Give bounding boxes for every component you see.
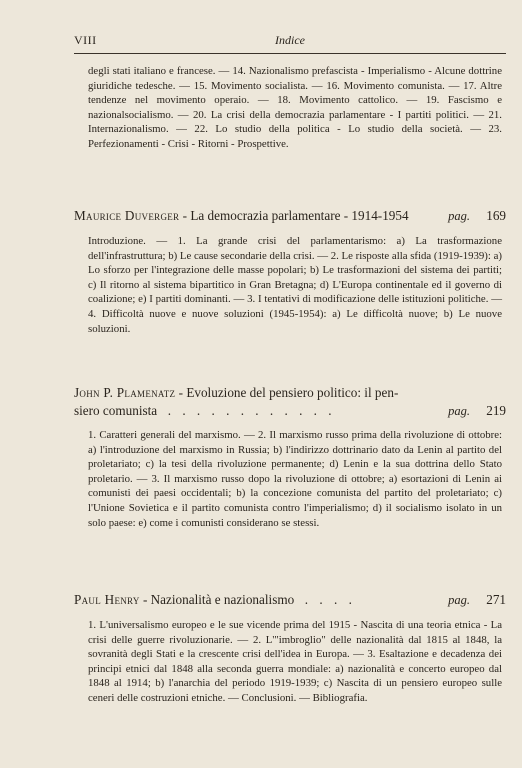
toc-entry-henry[interactable] — [74, 591, 506, 609]
entry-summary-plamenatz: 1. Caratteri generali del marxismo. — 2. Il marxismo russo prima della rivoluzione di ottobre: a) l'introduzione del marxismo in Russia; b) l'indirizzo dottrinario dato da Lenin al partito del proletariato; c) la tesi della rivoluzione permanente; d) Lenin e la sua dottrina dello Stato proletario. — 3. Il marxismo russo dopo la rivoluzione di ottobre; a) esortazioni di Lenin ai comunisti dei paesi occidentali; b) la concezione comunista del partito del proletariato; c) l'Unione Sovietica e il partito comunista contro l'imperialismo; d) il socialismo isolato in un solo paese: e) come i comunisti considerano se stessi. — [88, 429, 502, 529]
entry-author: John P. Plamenatz — [74, 385, 176, 400]
entry-author: Paul Henry — [74, 592, 140, 607]
entry-page-number: 271 — [486, 592, 506, 607]
leader-dots: . . . . — [297, 592, 356, 607]
entry-pag-label: pag. — [448, 209, 470, 223]
leader-dots: . . . . . . . . . . . . — [160, 403, 336, 418]
entry-title: - La democrazia parlamentare - 1914-1954 — [179, 208, 409, 223]
entry-summary-duverger: Introduzione. — 1. La grande crisi del parlamentarismo: a) La trasformazione dell'infrastruttura; b) Le cause secondarie della crisi. — 2. Le risposte alla sfida (1919-1939): a) Lo sforzo per l'integrazione delle masse popolari; b) Le trasformazioni del sistema dei partiti; c) Il ritorno al sistema bipartitico in Gran Bretagna; d) L'Europa continentale ed il governo di coalizione; e) I partiti dominanti. — 3. I tentativi di modificazione delle istituzioni politiche. — 4. Difficoltà nuove e nuove soluzioni (1945-1954): a) Le difficoltà nuove; b) Le nuove soluzioni. — [88, 235, 502, 335]
entry-page-number: 169 — [486, 208, 506, 223]
toc-entry-plamenatz[interactable] — [74, 384, 506, 420]
continued-summary: degli stati italiano e francese. — 14. Nazionalismo prefascista - Imperialismo - Alcune dottrine giuridiche tedesche. — 15. Movimento socialista. — 16. Movimento comunista. — 17. Altre tendenze nel movimento operaio. — 18. Movimento cattolico. — 19. Fascismo e nazionalsocialismo. — 20. La crisi della democrazia parlamentare - I partiti politici. — 21. Internazionalismo. — 22. Lo studio della politica - Lo studio della società. — 23. Perfezionamenti - Crisi - Ritorni - Prospettive. — [88, 65, 502, 150]
entry-page-number: 219 — [486, 403, 506, 418]
running-header — [74, 33, 506, 54]
running-title: Indice — [275, 33, 305, 47]
entry-title-line2: siero comunista — [74, 403, 158, 418]
entry-pag-label: pag. — [448, 404, 470, 418]
page-number: VIII — [74, 33, 97, 47]
entry-pag-label: pag. — [448, 593, 470, 607]
entry-author: Maurice Duverger — [74, 208, 180, 223]
entry-summary-henry: 1. L'universalismo europeo e le sue vicende prima del 1915 - Nascita di una teoria etnica - La crisi delle guerre rivoluzionarie. — 2. L'"imbroglio" delle nazionalità dal 1815 al 1848, la sovranità degli Stati e la crescente crisi dell'idea in Europa. — 3. Esaltazione e decadenza dei principi etnici dal 1848 alla seconda guerra mondiale: a) nazionalità e concerto europeo dal 1848 al 1914; b) l'anarchia del periodo 1919-1939; c) Nascita di un pensiero europeo sulle ceneri delle costruzioni etniche. — Conclusioni. — Bibliografia. — [88, 619, 502, 704]
entry-title: - Nazionalità e nazionalismo — [139, 592, 295, 607]
toc-entry-duverger[interactable] — [74, 207, 506, 225]
entry-title-line1: - Evoluzione del pensiero politico: il pen- — [175, 385, 399, 400]
